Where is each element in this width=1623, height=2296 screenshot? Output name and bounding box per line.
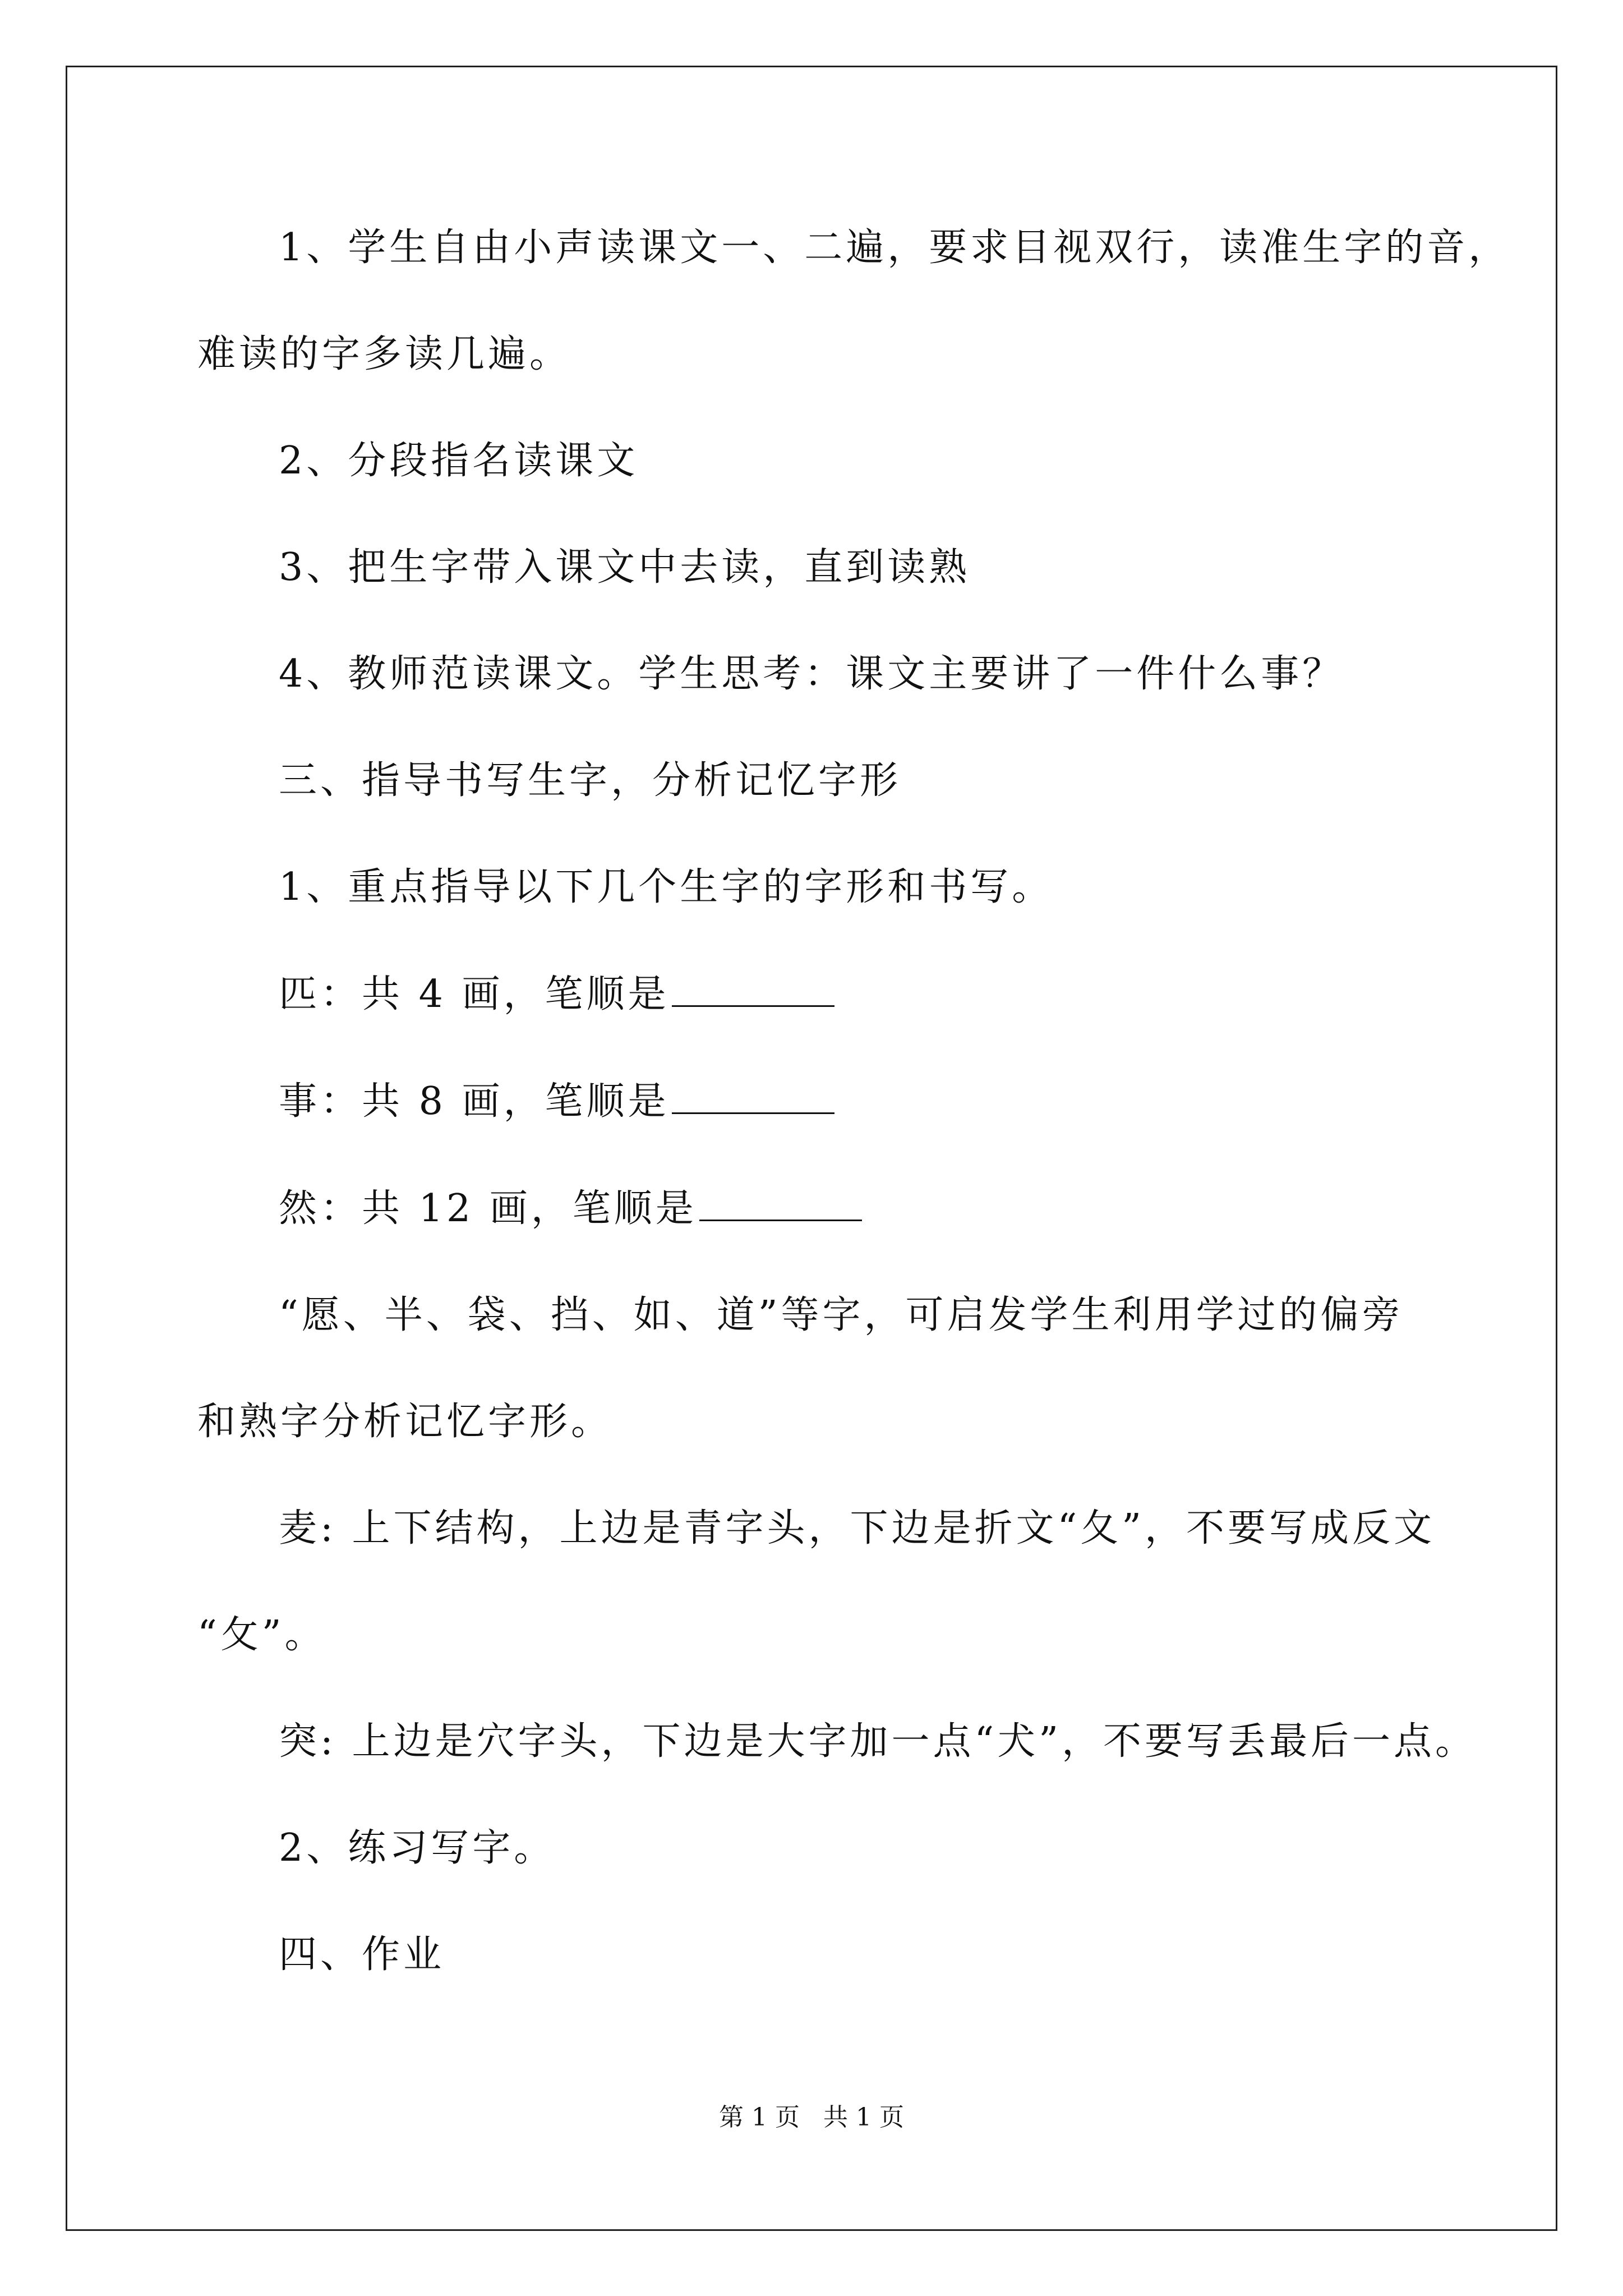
stroke-order-label-pi: 匹：共 4 画，笔顺是 (279, 972, 670, 1016)
paragraph-1-line-2: 难读的字多读几遍。 (197, 332, 571, 376)
stroke-order-label-shi: 事：共 8 画，笔顺是 (279, 1079, 670, 1124)
paragraph-12: 突: 上边是穴字头，下边是大字加一点“犬”，不要写丢最后一点。 (279, 1719, 1477, 1764)
paragraph-10-line-1: “愿、半、袋、挡、如、道”等字，可启发学生利用学过的偏旁 (279, 1293, 1404, 1337)
stroke-order-label-ran: 然：共 12 画，笔顺是 (279, 1186, 697, 1231)
stroke-order-item-pi (279, 966, 1431, 1023)
page-number-total: 共 1 页 (823, 2103, 904, 2132)
paragraph-1-line-1: 1、学生自由小声读课文一、二遍，要求目视双行，读准生字的音， (279, 226, 1510, 270)
section-heading-4: 四、作业 (279, 1932, 445, 1977)
fill-in-blank (672, 1073, 834, 1114)
paragraph-11-line-2: “攵”。 (197, 1613, 326, 1657)
paragraph-13: 2、练习写字。 (279, 1826, 556, 1870)
paragraph-3: 3、把生字带入课文中去读，直到读熟 (279, 545, 971, 590)
paragraph-2: 2、分段指名读课文 (279, 439, 639, 483)
paragraph-4: 4、教师范读课文。学生思考：课文主要讲了一件什么事？ (279, 652, 1344, 696)
paragraph-10-line-2: 和熟字分析记忆字形。 (197, 1400, 613, 1444)
stroke-order-item-ran (279, 1180, 1431, 1237)
section-heading-3: 三、指导书写生字，分析记忆字形 (279, 758, 902, 803)
fill-in-blank (672, 966, 834, 1007)
page-footer (0, 2097, 1623, 2133)
stroke-order-item-shi (279, 1073, 1431, 1130)
paragraph-6: 1、重点指导以下几个生字的字形和书写。 (279, 865, 1054, 909)
document-body (197, 220, 1510, 2033)
fill-in-blank (699, 1180, 862, 1221)
paragraph-11-line-1: 麦: 上下结构，上边是青字头，下边是折文“夂”，不要写成反文 (279, 1506, 1436, 1550)
page-number-current: 第 1 页 (719, 2103, 800, 2132)
